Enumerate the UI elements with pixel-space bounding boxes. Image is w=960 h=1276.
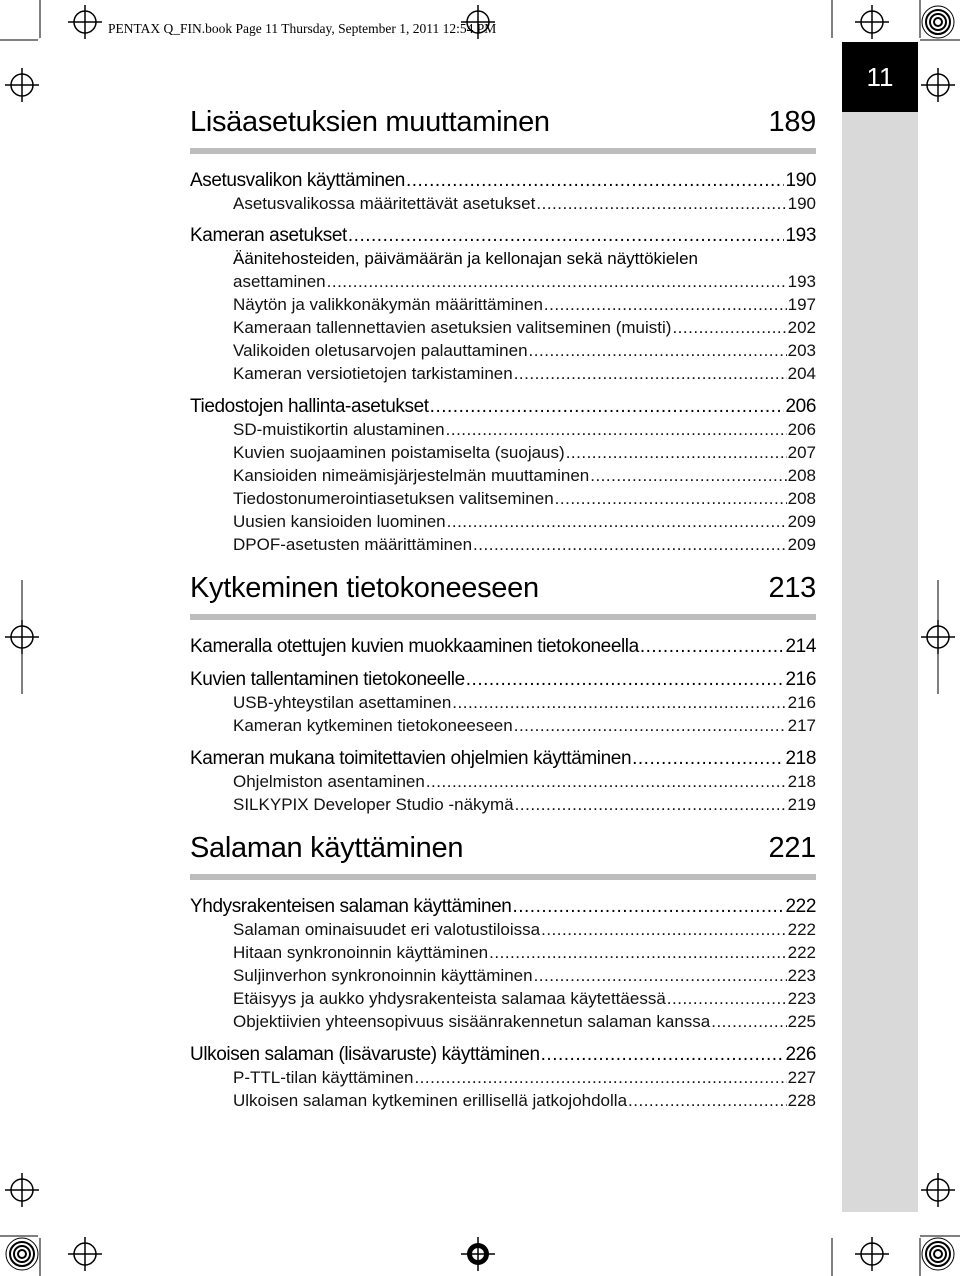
toc-entry-line: Äänitehosteiden, päivämäärän ja kellonajan sekä näyttökielen (233, 249, 698, 268)
toc-entry[interactable]: Ohjelmiston asentaminen ..... 218 (233, 772, 816, 792)
toc-entry[interactable]: Asetusvalikossa määritettävät asetukset ..... 190 (233, 194, 816, 214)
toc-entry[interactable]: Tiedostonumerointiasetuksen valitseminen ..... 208 (233, 489, 816, 509)
toc-entry[interactable]: Tiedostojen hallinta-asetukset ..... 206 (190, 396, 816, 418)
toc-entry[interactable]: Uusien kansioiden luominen ..... 209 (233, 512, 816, 532)
toc-entry[interactable]: Objektiivien yhteensopivuus sisäänrakennetun salaman kanssa ..... 225 (233, 1012, 816, 1032)
chapter-tab (842, 42, 918, 112)
toc-entry[interactable]: Kameraan tallennettavien asetuksien valitseminen (muisti) ..... 202 (233, 318, 816, 338)
toc-entry[interactable]: Hitaan synkronoinnin käyttäminen ..... 222 (233, 943, 816, 963)
toc-entry[interactable]: Suljinverhon synkronoinnin käyttäminen ..... 223 (233, 966, 816, 986)
toc-entry[interactable]: Asetusvalikon käyttäminen ..... 190 (190, 170, 816, 192)
section-heading (190, 832, 816, 865)
toc-entry[interactable]: asettaminen ..... 193 (233, 272, 816, 292)
toc-entry[interactable]: DPOF-asetusten määrittäminen ..... 209 (233, 535, 816, 555)
toc-entry[interactable]: Valikoiden oletusarvojen palauttaminen ..... 203 (233, 341, 816, 361)
toc-entry[interactable]: Yhdysrakenteisen salaman käyttäminen ..... 222 (190, 896, 816, 918)
toc-entry[interactable]: SILKYPIX Developer Studio -näkymä ..... 219 (233, 795, 816, 815)
section-rule (190, 874, 816, 880)
toc-entry[interactable]: Kameran kytkeminen tietokoneeseen ..... 217 (233, 716, 816, 736)
file-header: PENTAX Q_FIN.book Page 11 Thursday, September 1, 2011 12:54 PM (108, 21, 497, 36)
chapter-number: 11 (866, 61, 894, 92)
section-title: Kytkeminen tietokoneeseen (190, 572, 539, 604)
toc-entry[interactable]: Salaman ominaisuudet eri valotustiloissa ..... 222 (233, 920, 816, 940)
toc-entry[interactable]: P-TTL-tilan käyttäminen ..... 227 (233, 1068, 816, 1088)
toc-entry[interactable]: USB-yhteystilan asettaminen ..... 216 (233, 693, 816, 713)
toc-entry[interactable]: Kameralla otettujen kuvien muokkaaminen tietokoneella ..... 214 (190, 636, 816, 658)
toc-entry[interactable]: Kuvien suojaaminen poistamiselta (suojaus) ..... 207 (233, 443, 816, 463)
section-page: 221 (768, 832, 816, 864)
section-heading (190, 572, 816, 605)
toc-entry[interactable]: Etäisyys ja aukko yhdysrakenteista salamaa käytettäessä ..... 223 (233, 989, 816, 1009)
toc-entry[interactable]: Näytön ja valikkonäkymän määrittäminen ..... 197 (233, 295, 816, 315)
toc-entry[interactable]: SD-muistikortin alustaminen ..... 206 (233, 420, 816, 440)
toc-entry[interactable]: Ulkoisen salaman kytkeminen erillisellä jatkojohdolla ..... 228 (233, 1091, 816, 1111)
section-page: 189 (768, 106, 816, 138)
toc-entry[interactable]: Kameran mukana toimitettavien ohjelmien käyttäminen ..... 218 (190, 748, 816, 770)
toc-entry[interactable]: Kameran versiotietojen tarkistaminen ..... 204 (233, 364, 816, 384)
section-rule (190, 614, 816, 620)
toc-entry[interactable]: Kuvien tallentaminen tietokoneelle ..... 216 (190, 669, 816, 691)
section-title: Lisäasetuksien muuttaminen (190, 106, 550, 138)
toc-entry[interactable]: Kameran asetukset ..... 193 (190, 225, 816, 247)
toc-entry[interactable]: Kansioiden nimeämisjärjestelmän muuttaminen ..... 208 (233, 466, 816, 486)
toc-entry[interactable]: Ulkoisen salaman (lisävaruste) käyttäminen ..... 226 (190, 1044, 816, 1066)
section-title: Salaman käyttäminen (190, 832, 464, 864)
sidebar-strip (842, 42, 918, 1212)
section-page: 213 (768, 572, 816, 604)
section-heading (190, 106, 816, 139)
section-rule (190, 148, 816, 154)
